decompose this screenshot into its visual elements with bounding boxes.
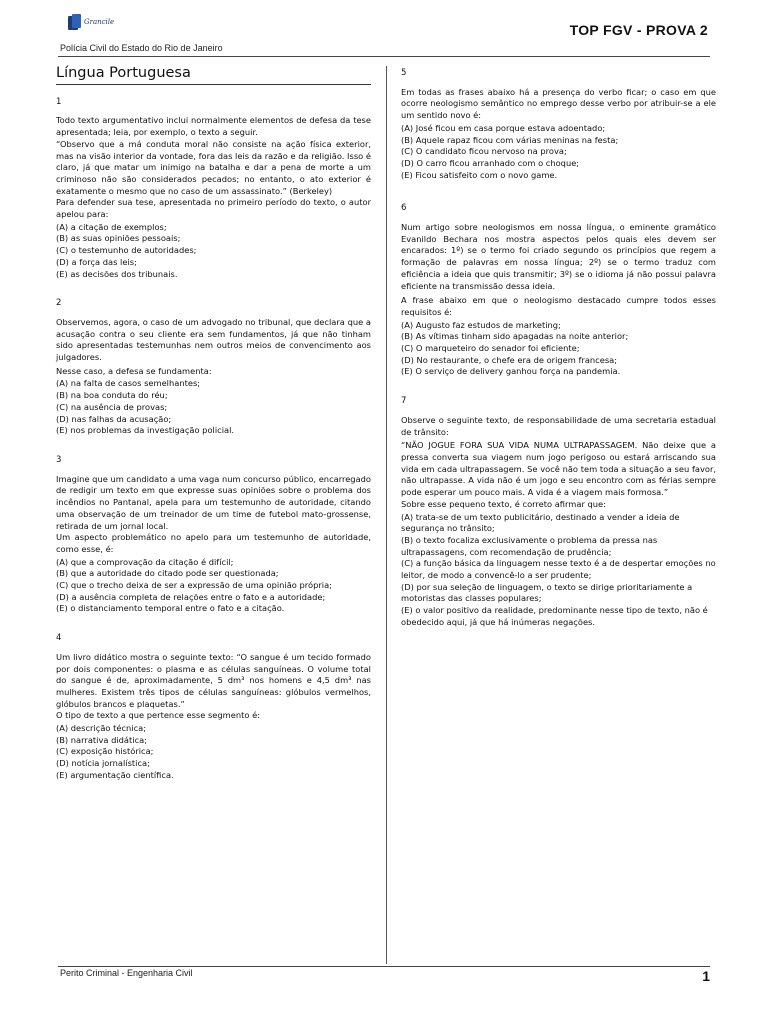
header-divider: [58, 56, 710, 57]
left-column: [56, 65, 372, 782]
option-e: (E) Ficou satisfeito com o novo game.: [401, 169, 558, 180]
page-header-title: TOP FGV - PROVA 2: [569, 22, 708, 38]
option-e: (E) o distanciamento temporal entre o fato e a citação.: [56, 603, 285, 614]
question-6: [401, 203, 716, 378]
question-number: 7: [401, 396, 407, 407]
options-list: [401, 512, 716, 629]
question-number: 5: [401, 68, 407, 78]
question-4: [56, 633, 371, 781]
question-text: Um livro didático mostra o seguinte texto: “O sangue é um tecido formado por dois componentes: o plasma e as células sanguíneas. O volume total do sangue é de, aproximadamente, 5 dm³ nos homens e 4,5 dm³ nas mulheres. Existem três tipos de células sanguíneas: glóbulos vermelhos, glóbulos brancos e plaquetas.”: [56, 651, 371, 709]
question-7: [401, 396, 716, 628]
option-c: (C) O marqueteiro do senador foi eficiente;: [401, 343, 580, 354]
question-2: [56, 298, 371, 437]
logo: [60, 12, 120, 34]
question-quote: “NÃO JOGUE FORA SUA VIDA NUMA ULTRAPASSAGEM. Não deixe que a pressa converta sua viagem num jogo perigoso ou estará arriscando sua vida em cada ultrapassagem. Se você não tem toda a situação a seu favor, não ultrapasse. A vida não é um jogo e seu encontro com as férias sempre pode esperar um pouco mais. A vida é a viagem mais formosa.”: [401, 440, 716, 498]
option-d: (D) por sua seleção de linguagem, o texto se dirige prioritariamente a motoristas das classes populares;: [401, 581, 693, 604]
option-e: (E) nos problemas da investigação policial.: [56, 425, 235, 436]
question-text: Todo texto argumentativo inclui normalmente elementos de defesa da tese apresentada; leia, por exemplo, o texto a seguir.: [56, 115, 371, 138]
option-a: (A) José ficou em casa porque estava adoentado;: [401, 122, 606, 133]
option-b: (B) o texto focaliza exclusivamente o problema da pressa nas ultrapassagens, com recomendação de prudência;: [401, 534, 658, 557]
footer-divider: [58, 966, 710, 967]
options-list: [401, 320, 716, 379]
question-text: Observemos, agora, o caso de um advogado no tribunal, que declara que a acusação contra o seu cliente era sem fundamentos, já que não tinham sido apresentadas testemunhas nem outros meios de convencimento aos julgadores.: [56, 316, 371, 363]
option-b: (B) na boa conduta do réu;: [56, 390, 168, 401]
option-e: (E) o valor positivo da realidade, predominante nesse tipo de texto, não é obedecido aqui, já que há inúmeras negações.: [401, 605, 708, 627]
question-number: 4: [56, 633, 62, 644]
footer-text: Perito Criminal - Engenharia Civil: [60, 968, 193, 978]
option-a: (A) a citação de exemplos;: [56, 221, 167, 232]
option-c: (C) O candidato ficou nervoso na prova;: [401, 146, 567, 157]
option-c: (C) o testemunho de autoridades;: [56, 245, 197, 256]
options-list: [56, 557, 371, 616]
question-1: [56, 97, 371, 281]
column-divider: [386, 66, 387, 964]
option-a: (A) Augusto faz estudos de marketing;: [401, 319, 561, 330]
option-b: (B) narrativa didática;: [56, 734, 148, 745]
option-b: (B) As vítimas tinham sido apagadas na noite anterior;: [401, 331, 629, 342]
option-c: (C) exposição histórica;: [56, 746, 154, 757]
option-b: (B) Aquele rapaz ficou com várias meninas na festa;: [401, 134, 619, 145]
option-a: (A) descrição técnica;: [56, 723, 147, 734]
right-column: [401, 68, 716, 629]
question-text: Observe o seguinte texto, de responsabilidade de uma secretaria estadual de trânsito:: [401, 414, 716, 437]
option-d: (D) nas falhas da acusação;: [56, 413, 172, 424]
question-5: [401, 68, 716, 181]
logo-text: Grancile: [84, 18, 115, 26]
question-prompt: Sobre esse pequeno texto, é correto afirmar que:: [401, 498, 606, 509]
book-logo-icon-2: [72, 14, 81, 28]
question-quote: “Observo que a má conduta moral não consiste na ação física exterior, mas na visão interior da vontade, fora das leis da razão e da religião. Isso é claro, já que matar um inimigo na batalha e dar a pena de morte a um criminoso não são considerados pecados; no entanto, o ato exterior é exatamente o mesmo que no caso de um assassinato.” (Berkeley): [56, 138, 371, 196]
option-d: (D) notícia jornalística;: [56, 758, 150, 769]
question-prompt: Para defender sua tese, apresentada no primeiro período do texto, o autor apelou para:: [56, 197, 371, 220]
option-a: (A) que a comprovação da citação é difícil;: [56, 556, 234, 567]
question-prompt: Nesse caso, a defesa se fundamenta:: [56, 365, 212, 376]
option-d: (D) a ausência completa de relações entre o fato e a autoridade;: [56, 591, 326, 602]
question-number: 3: [56, 454, 62, 465]
question-prompt: Um aspecto problemático no apelo para um testemunho de autoridade, como esse, é:: [56, 532, 371, 554]
question-prompt: O tipo de texto a que pertence esse segmento é:: [56, 710, 260, 721]
question-number: 6: [401, 203, 407, 214]
question-prompt: A frase abaixo em que o neologismo destacado cumpre todos esses requisitos é:: [401, 295, 716, 317]
options-list: [401, 123, 716, 182]
option-c: (C) a função básica da linguagem nesse texto é a de despertar emoções no leitor, de modo a convencê-lo a ser prudente;: [401, 558, 716, 581]
question-number: 1: [56, 96, 62, 107]
question-text: Em todas as frases abaixo há a presença do verbo ficar; o caso em que ocorre neologismo semântico no emprego desse verbo por atribuir-se a ele um sentido novo é:: [401, 86, 716, 121]
page-header-subtitle: Polícia Civil do Estado do Rio de Janeiro: [60, 43, 223, 53]
options-list: [56, 378, 371, 437]
option-a: (A) na falta de casos semelhantes;: [56, 378, 201, 389]
option-e: (E) as decisões dos tribunais.: [56, 268, 178, 279]
section-title: Língua Portuguesa: [56, 68, 371, 85]
options-list: [56, 222, 371, 281]
question-text: Num artigo sobre neologismos em nossa língua, o eminente gramático Evanildo Bechara nos mostra aspectos pelos quais eles devem ser encarados: 1º) se o termo foi criado segundo os princípios que regem a formação de palavras em nossa língua; 2º) se o termo traduz com eficiência a ideia que quis transmitir; 3º) se o idioma já não possui palavra eficiente na transmissão dessa ideia.: [401, 222, 716, 291]
option-c: (C) na ausência de provas;: [56, 401, 168, 412]
question-3: [56, 455, 371, 615]
question-number: 2: [56, 298, 62, 309]
option-d: (D) O carro ficou arranhado com o choque;: [401, 157, 580, 168]
option-e: (E) O serviço de delivery ganhou força na pandemia.: [401, 366, 621, 377]
page-number: 1: [702, 968, 710, 984]
option-d: (D) a força das leis;: [56, 256, 137, 267]
option-a: (A) trata-se de um texto publicitário, destinado a vender a ideia de segurança no trânsito;: [401, 511, 680, 534]
question-text: Imagine que um candidato a uma vaga num concurso público, encarregado de redigir um texto em que expresse suas opiniões sobre o problema dos incêndios no Pantanal, apela para um testemunho de autoridade, citando uma observação de um treinador de um time de futebol mato-grossense, retirada de um jornal local.: [56, 473, 372, 531]
option-c: (C) que o trecho deixa de ser a expressão de uma opinião própria;: [56, 580, 332, 591]
option-b: (B) que a autoridade do citado pode ser questionada;: [56, 568, 279, 579]
options-list: [56, 723, 371, 782]
option-e: (E) argumentação científica.: [56, 769, 174, 780]
option-d: (D) No restaurante, o chefe era de origem francesa;: [401, 354, 618, 365]
option-b: (B) as suas opiniões pessoais;: [56, 233, 181, 244]
